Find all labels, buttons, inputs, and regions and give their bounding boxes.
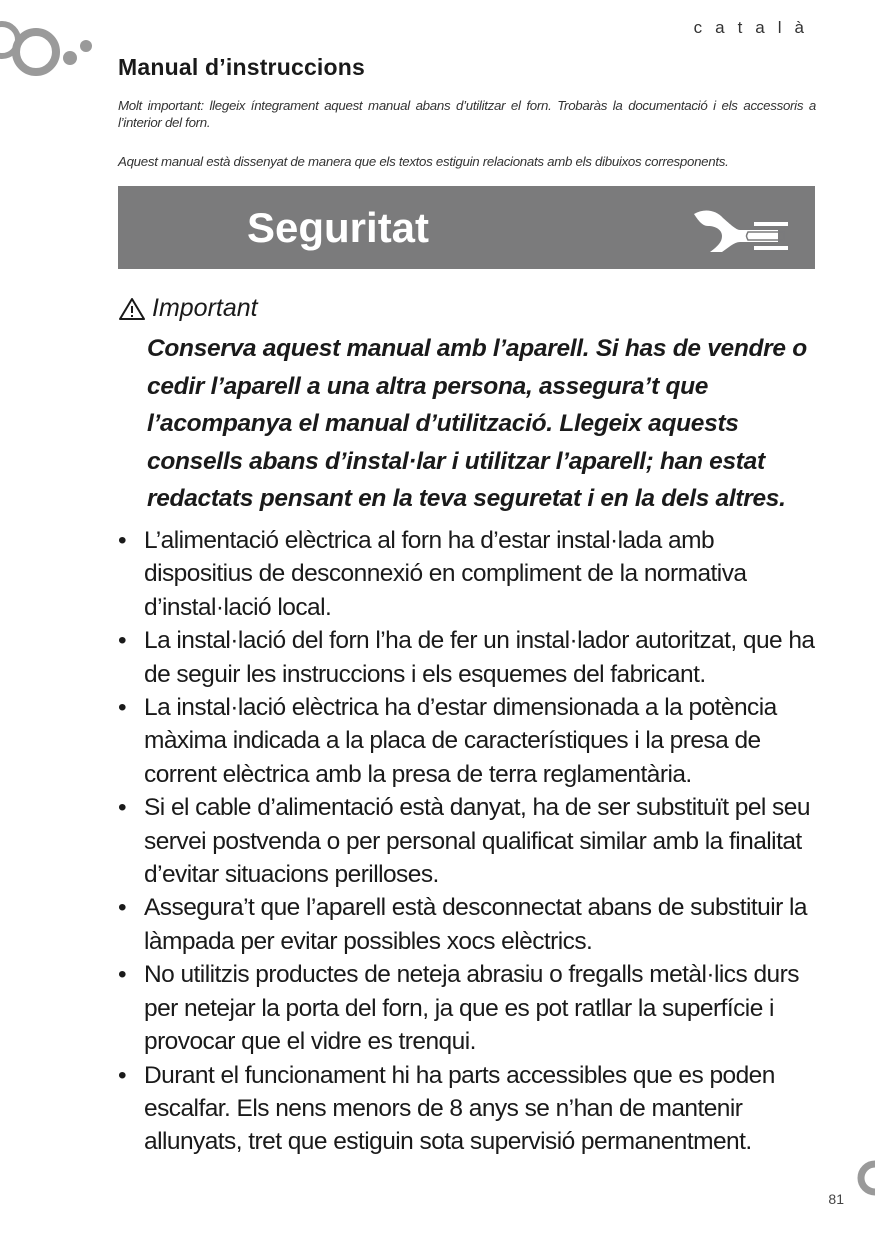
document-title: Manual d’instruccions xyxy=(118,54,366,80)
bullet-dot: • xyxy=(118,794,127,822)
page-number: 81 xyxy=(828,1191,844,1207)
section-banner xyxy=(118,186,815,269)
warning-triangle-icon xyxy=(118,297,146,321)
bullet-item xyxy=(118,624,823,691)
bullet-dot: • xyxy=(118,894,127,922)
bullet-text: Durant el funcionament hi ha parts accessibles que es poden escalfar. Els nens menors de 8 anys se n’han de mantenir allunyats, tret que estiguin sota supervisió permanentment. xyxy=(144,1061,775,1156)
bullet-item xyxy=(118,891,823,958)
intro-paragraph-1: Molt important: llegeix íntegrament aquest manual abans d’utilitzar el forn. Trobaràs la documentació i els accessoris a l’interior del forn. xyxy=(118,98,816,130)
bullet-text: Assegura’t que l’aparell està desconnectat abans de substituir la làmpada per evitar possibles xocs elèctrics. xyxy=(144,894,807,955)
bullet-item xyxy=(118,791,823,891)
bullet-text: No utilitzis productes de neteja abrasiu o fregalls metàl·lics durs per netejar la porta del forn, ja que es pot ratllar la superfície i provocar que el vidre es trenqui. xyxy=(144,961,799,1056)
circles-decoration-icon xyxy=(0,14,100,94)
bullet-dot: • xyxy=(118,694,127,722)
bullet-item xyxy=(118,524,823,624)
bullet-dot: • xyxy=(118,627,127,655)
bullet-item xyxy=(118,691,823,791)
section-title: Seguritat xyxy=(247,204,430,251)
bullet-item xyxy=(118,1059,823,1159)
bullet-text: La instal·lació del forn l’ha de fer un instal·lador autoritzat, que ha de seguir les instruccions i els esquemes del fabricant. xyxy=(144,627,815,688)
circle-decoration-icon xyxy=(845,1158,875,1198)
bullet-dot: • xyxy=(118,527,127,554)
important-label: Important xyxy=(152,294,258,322)
language-label: català xyxy=(693,18,817,37)
bullet-dot: • xyxy=(118,961,127,989)
important-text: Conserva aquest manual amb l’aparell. Si has de vendre o cedir l’aparell a una altra persona, assegura’t que l’acompanya el manual d’utilització. Llegeix aquests consells abans d’instal·lar i utilitzar l’aparell; han estat redactats pensant en la teva seguretat i en la dels altres. xyxy=(147,335,807,512)
bullet-text: L’alimentació elèctrica al forn ha d’estar instal·lada amb dispositius de desconnexió en compliment de la normativa d’instal·lació local. xyxy=(144,527,747,621)
intro-paragraph-2: Aquest manual està dissenyat de manera que els textos estiguin relacionats amb els dibuixos corresponents. xyxy=(118,154,729,169)
bullet-text: La instal·lació elèctrica ha d’estar dimensionada a la potència màxima indicada a la placa de característiques i la presa de corrent elèctrica amb la presa de terra reglamentària. xyxy=(144,694,777,788)
bullet-dot: • xyxy=(118,1061,127,1089)
safety-bullet-list xyxy=(118,524,823,1159)
bullet-text: Si el cable d’alimentació està danyat, ha de ser substituït pel seu servei postvenda o per personal qualificat similar amb la finalitat d’evitar situacions perilloses. xyxy=(144,794,810,889)
important-heading xyxy=(118,294,258,323)
wrench-icon xyxy=(688,206,798,252)
bullet-item xyxy=(118,958,823,1058)
